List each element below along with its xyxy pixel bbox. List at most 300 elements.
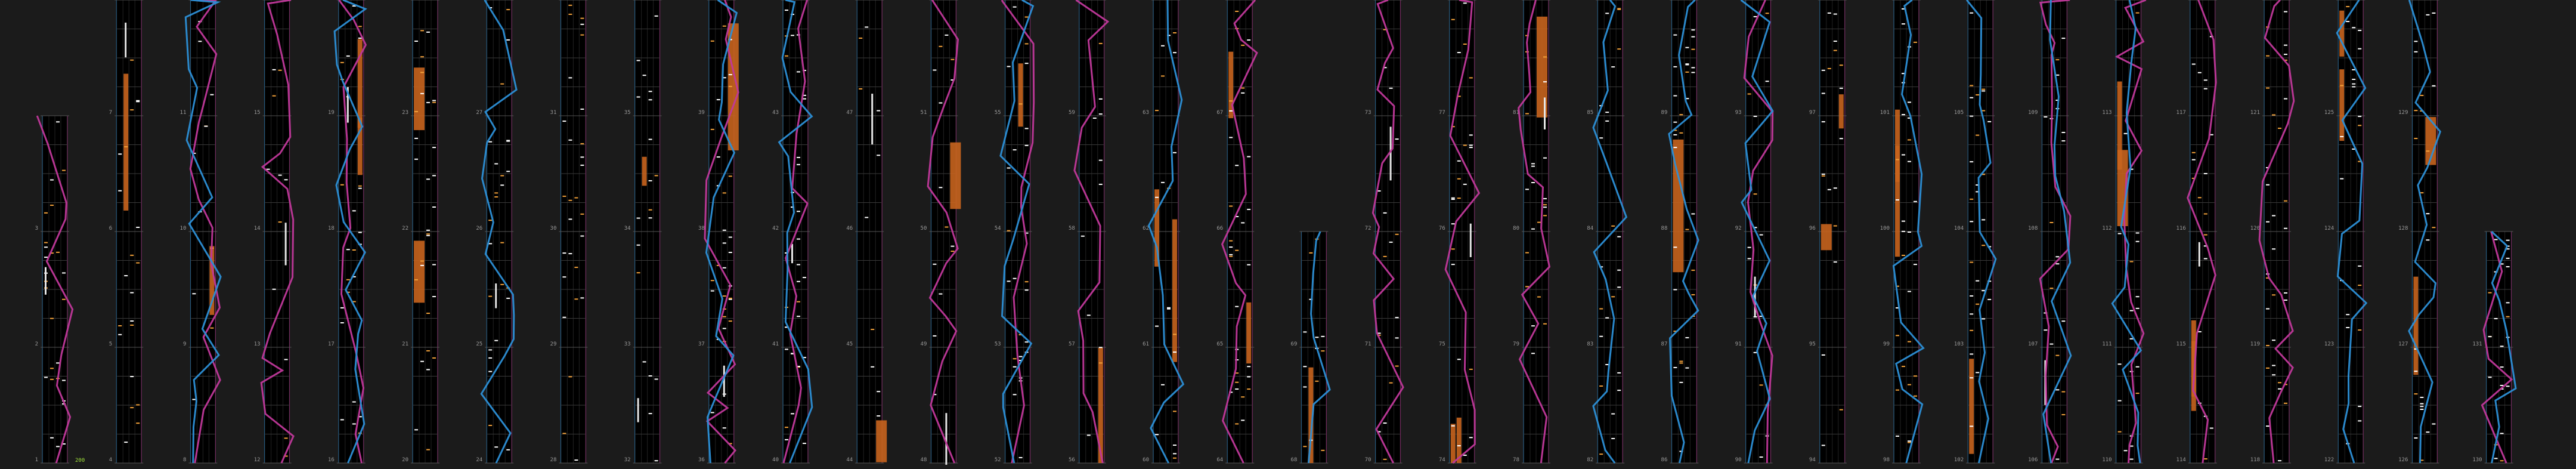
tap-note [50,368,54,369]
tap-note [2426,14,2429,16]
tap-note [1599,137,1603,138]
tap-note [278,175,282,176]
tap-note [494,446,498,448]
tap-note [1840,88,1843,89]
tap-note [44,246,48,248]
measure-number: 69 [1290,341,1298,347]
tap-note [1161,182,1165,183]
measure-number: 1 [35,457,38,463]
tap-note [1247,209,1250,210]
tap-note [198,41,202,42]
tap-note [2055,355,2059,356]
measure-number: 118 [2250,457,2260,463]
tap-note [2055,256,2059,257]
tap-note [655,16,658,17]
tap-note [562,252,566,254]
tap-note [655,460,658,461]
tap-note [939,46,942,47]
tap-note [1970,330,1973,331]
tap-note [2346,6,2349,7]
tap-note [1463,2,1467,4]
tap-note [2420,409,2423,410]
measure-number: 5 [109,341,113,347]
tap-note [2426,431,2429,433]
tap-note [1025,63,1029,64]
tap-note [1013,358,1017,359]
long-note [495,283,497,308]
tap-note [1691,270,1695,271]
tap-note [859,38,862,39]
measure-number: 20 [402,457,408,463]
tap-note [871,366,874,368]
tap-note [1451,248,1455,249]
tap-note [2358,48,2361,50]
tap-note [568,218,572,220]
tap-note [723,192,726,193]
tap-note [1914,42,1917,43]
tap-note [2278,382,2281,383]
tap-note [2198,197,2202,198]
tap-note [136,422,140,424]
tap-note [568,5,572,6]
hold-note [950,143,961,209]
tap-note [420,260,424,261]
tap-note [1748,247,1751,248]
tap-note [488,141,492,143]
tap-note [2500,460,2504,461]
hold-note [2339,69,2344,141]
measure-number: 98 [1883,457,1890,463]
tap-note [1970,353,1973,354]
tap-note [414,429,418,430]
tap-note [2284,292,2287,294]
long-note [871,94,873,144]
tap-note [797,301,800,303]
tap-note [568,376,572,377]
tap-note [1543,56,1547,57]
tap-note [500,84,504,85]
measure-number: 99 [1883,341,1890,347]
tap-note [2278,460,2281,461]
measure-number: 70 [1364,457,1371,463]
tap-note [1309,252,1312,254]
measure-number: 63 [1143,110,1149,116]
tap-note [1987,121,1991,122]
tap-note [2136,13,2140,14]
tap-note [2426,239,2429,240]
measure-number: 29 [550,341,557,347]
tap-note [865,26,868,27]
tap-note [1025,341,1029,343]
tap-note [1822,174,1825,175]
tap-note [2044,116,2047,118]
measure-number: 44 [846,457,853,463]
tap-note [1691,67,1695,68]
tap-note [1908,161,1911,162]
measure-number: 9 [182,341,187,347]
tap-note [580,165,584,166]
tap-note [500,284,504,285]
tap-note [1970,425,1973,427]
tap-note [1457,161,1461,162]
tap-note [1685,47,1689,48]
tap-note [1241,92,1244,94]
measure-number: 21 [402,341,408,347]
tap-note [2061,320,2065,322]
tap-note [1760,384,1763,385]
tap-note [426,313,430,314]
tap-note [426,350,430,351]
tap-note [1543,81,1547,82]
tap-note [1389,88,1393,89]
tap-note [2352,79,2355,80]
tap-note [1754,316,1757,317]
tap-note [1617,236,1621,237]
tap-note [1007,230,1011,232]
tap-note [1383,459,1387,460]
tap-note [130,255,134,256]
measure-number: 123 [2324,341,2334,347]
tap-note [2500,366,2504,368]
tap-note [1543,204,1547,205]
tap-note [1902,154,1905,155]
tap-note [1908,101,1911,103]
tap-note [2061,140,2065,141]
tap-note [1748,258,1751,259]
tap-note [649,209,652,211]
measure-number: 22 [402,226,408,232]
tap-note [643,361,646,362]
measure-number: 6 [109,226,113,232]
tap-note [2044,329,2047,331]
measure-number: 81 [1513,110,1519,116]
tap-note [1822,92,1825,94]
tap-note [1760,456,1763,458]
hold-note [1246,303,1251,363]
measure-number: 120 [2250,226,2260,232]
tap-note [432,175,436,176]
tap-note [637,218,640,219]
tap-note [1395,337,1399,338]
measure-number: 12 [253,457,261,463]
tap-note [1611,438,1615,439]
tap-note [1457,445,1461,446]
tap-note [1834,187,1837,189]
tap-note [1469,369,1473,370]
hold-note [1451,424,1456,463]
tap-note [2284,200,2287,202]
tap-note [1599,453,1603,455]
tap-note [2420,95,2423,96]
tap-note [494,196,498,198]
tap-note [2432,227,2435,228]
tap-note [1617,48,1621,50]
measure-number: 93 [1735,110,1742,116]
tap-note [1451,425,1455,427]
measure-number: 101 [1880,110,1890,116]
tap-note [50,379,54,380]
tap-note [420,56,424,57]
measure-number: 67 [1216,110,1224,116]
tap-note [1525,189,1529,190]
hold-note [1821,224,1832,251]
tap-note [580,297,584,298]
tap-note [506,39,510,41]
tap-note [1896,390,1899,391]
tap-note [2266,88,2270,89]
tap-note [562,196,566,197]
tap-note [2272,248,2275,249]
tap-note [1834,50,1837,51]
measure-number: 129 [2398,110,2408,116]
long-note [945,413,947,465]
measure-number: 39 [698,110,705,116]
tap-note [2118,363,2122,365]
tap-note [340,307,344,308]
tap-note [1902,23,1905,24]
tap-note [1155,110,1159,111]
tap-note [2049,288,2053,289]
tap-note [1976,304,1979,305]
measure-number: 34 [624,226,631,232]
tap-note [2488,377,2492,378]
tap-note [1970,116,1973,117]
measure-number: 115 [2176,341,2186,347]
tap-note [1395,317,1399,318]
tap-note [1229,110,1233,112]
tap-note [2352,86,2355,87]
tap-note [1025,128,1029,129]
tap-note [580,236,584,237]
tap-note [284,359,288,360]
tap-note [568,140,572,141]
tap-note [136,227,140,228]
tap-note [1599,308,1603,310]
tap-note [1531,353,1535,354]
tap-note [2500,345,2504,347]
tap-note [2358,329,2361,331]
tap-note [2136,308,2140,309]
tap-note [637,272,640,273]
tap-note [210,328,213,329]
measure-number: 102 [1953,457,1964,463]
tap-note [729,86,732,87]
measure-number: 50 [920,226,927,232]
tap-note [1754,193,1757,195]
tap-note [1908,440,1911,442]
tap-note [44,212,48,214]
tap-note [2284,403,2287,404]
tap-note [1241,419,1244,421]
tap-note [2204,88,2207,90]
tap-note [859,88,862,90]
tap-note [118,325,122,326]
measure-number: 57 [1068,341,1075,347]
tap-note [2136,296,2140,297]
tap-note [500,242,504,243]
tap-note [1025,289,1029,291]
tap-note [2198,72,2202,73]
tap-note [1908,442,1911,443]
tap-note [1081,236,1085,237]
tap-note [2414,138,2417,139]
hold-note [876,420,887,462]
tap-note [2506,240,2510,241]
tap-note [1167,307,1171,308]
tap-note [1167,308,1171,310]
tap-note [2124,450,2128,451]
tap-note [56,121,60,122]
tap-note [1155,197,1159,198]
tap-note [56,446,60,447]
tap-note [2420,403,2423,405]
tap-note [1679,362,1683,363]
tap-note [2266,345,2270,346]
tap-note [1463,184,1467,185]
tap-note [1976,135,1979,136]
tap-note [1902,231,1905,232]
tap-note [1914,396,1917,397]
tap-note [420,72,424,73]
tap-note [1235,388,1239,390]
tap-note [1599,385,1603,387]
tap-note [1543,206,1547,208]
tap-note [50,205,54,206]
tap-note [729,299,732,300]
tap-note [2414,437,2417,439]
tap-note [1908,341,1911,343]
tap-note [506,449,510,451]
tap-note [2506,266,2510,267]
tap-note [1970,221,1973,222]
tap-note [574,197,578,198]
tap-note [1099,184,1103,185]
hold-note [2339,11,2344,57]
hold-note [1537,17,1547,118]
tap-note [1173,445,1176,446]
measure-number: 4 [109,457,113,463]
hold-note [414,67,425,130]
measure-number: 26 [476,226,483,232]
tap-note [1543,158,1547,159]
tap-note [2340,136,2343,137]
tap-note [1235,423,1239,424]
tap-note [2420,406,2423,407]
measure-number: 103 [1953,341,1964,347]
hold-note [1969,359,1974,453]
measure-number: 3 [35,226,38,232]
tap-note [488,296,492,297]
tap-note [273,289,276,290]
tap-note [1981,219,1985,220]
hold-note [2117,82,2122,170]
tap-note [124,146,128,147]
tap-note [643,75,646,76]
tap-note [1828,189,1831,190]
tap-note [346,249,350,250]
tap-note [273,95,276,97]
tap-note [1087,434,1091,436]
measure-number: 79 [1513,341,1519,347]
tap-note [562,433,566,434]
tap-note [1673,66,1677,67]
tap-note [2049,222,2053,223]
tap-note [574,459,578,461]
measure-number: 75 [1438,341,1445,347]
tap-note [426,32,430,33]
tap-note [1673,147,1677,148]
tap-note [649,91,652,92]
tap-note [432,296,436,297]
tap-note [2488,336,2492,337]
tap-note [500,175,504,176]
tap-note [2506,258,2510,259]
tap-note [717,156,720,158]
tap-note [1902,366,1905,367]
tap-note [494,340,498,341]
tap-note [1161,384,1165,385]
tap-note [414,138,418,139]
tap-note [1981,245,1985,246]
tap-note [797,239,800,240]
measure-number: 38 [698,226,705,232]
tap-note [2284,11,2287,13]
tap-note [2414,51,2417,53]
tap-note [1531,325,1535,326]
measure-number: 13 [253,341,261,347]
tap-note [130,376,134,377]
tap-note [568,200,572,201]
tap-note [1247,388,1250,390]
tap-note [1822,354,1825,356]
tap-note [1617,9,1621,10]
tap-note [1828,13,1831,14]
tap-note [1099,113,1103,115]
tap-note [2204,458,2207,459]
measure-number: 91 [1735,341,1742,347]
tap-note [494,163,498,164]
tap-note [562,317,566,318]
tap-note [797,281,800,282]
tap-note [785,348,788,350]
tap-note [649,180,652,181]
tap-note [432,264,436,265]
tap-note [210,94,213,95]
tap-note [2420,397,2423,398]
tap-note [2272,340,2275,341]
measure-number: 110 [2102,457,2112,463]
tap-note [1007,280,1011,282]
tap-note [785,55,788,57]
measure-number: 100 [1880,226,1890,232]
long-note [2199,242,2200,267]
tap-note [568,77,572,78]
tap-note [2266,184,2270,186]
tap-note [580,143,584,144]
tap-note [124,275,128,276]
tap-note [1617,372,1621,374]
tap-note [1605,121,1609,122]
tap-note [2358,420,2361,421]
measure-number: 35 [624,110,631,116]
tap-note [1685,72,1689,73]
tap-note [877,391,880,392]
measure-number: 80 [1513,226,1519,232]
long-note [791,244,793,263]
measure-number: 2 [35,341,38,347]
tap-note [488,425,492,426]
tap-note [1007,168,1011,169]
